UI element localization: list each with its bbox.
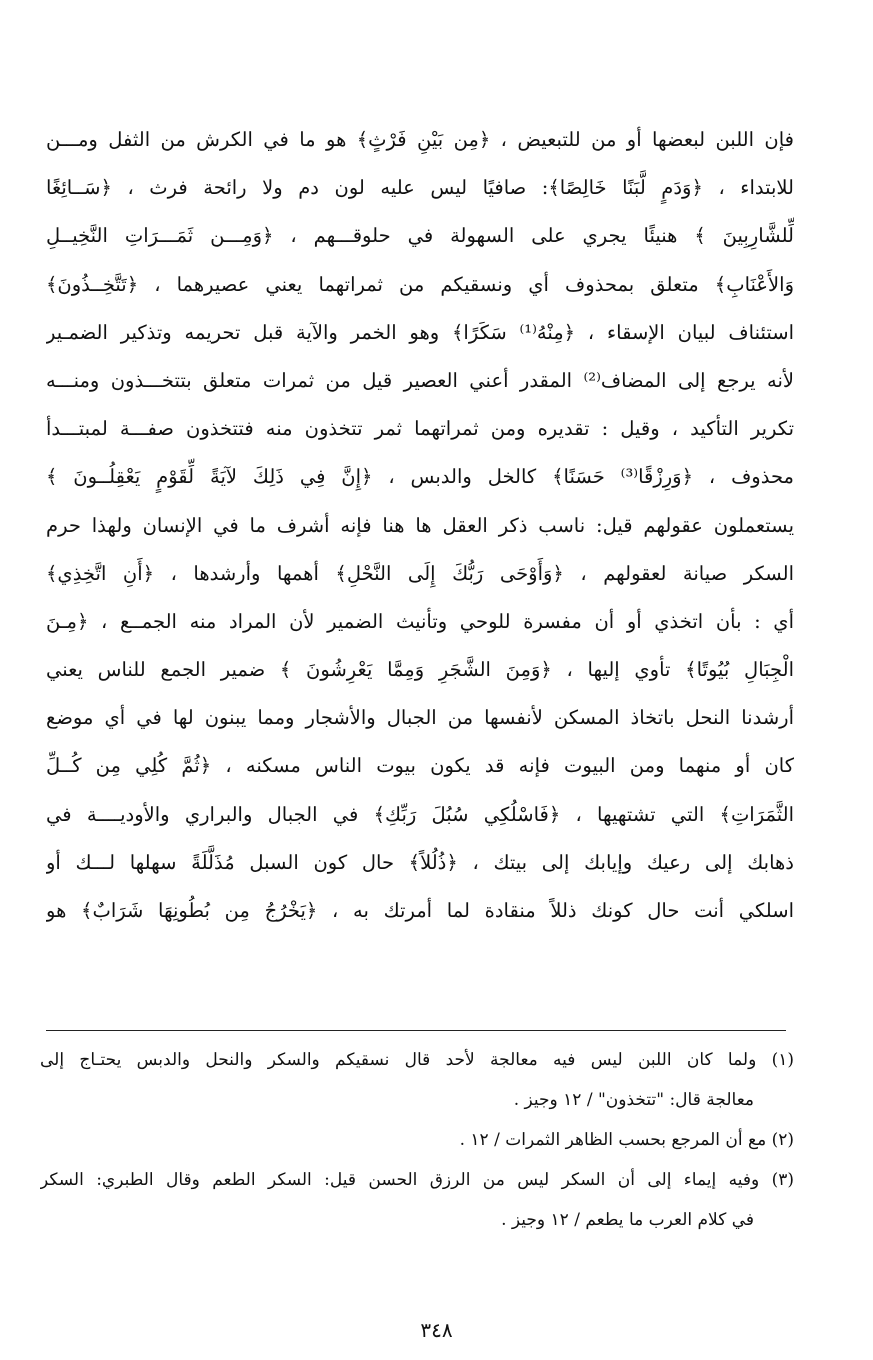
page-number: ٣٤٨ xyxy=(420,1318,453,1342)
footnote-1-continued: معالجة قال: "تتخذون" / ١٢ وجيز . xyxy=(513,1090,754,1110)
text-line: يستعملون عقولهم قيل: ناسب ذكر العقل ها هنا فإنه أشرف ما في الإنسان ولهذا حرم xyxy=(46,513,794,537)
footnote-2: (٢) مع أن المرجع بحسب الظاهر الثمرات / ١٢ . xyxy=(459,1130,794,1150)
text-line: لأنه يرجع إلى المضاف⁽²⁾ المقدر أعني العصير قيل من ثمرات متعلق بتتخـــذون ومنـــه xyxy=(46,368,794,392)
text-line: للابتداء ، ﴿وَدَمٍ لَّبَنًا خَالِصًا﴾: صافيًا ليس عليه لون دم ولا رائحة فرث ، ﴿سَــائِغًا xyxy=(46,176,794,200)
text-line: فإن اللبن لبعضها أو من للتبعيض ، ﴿مِن بَيْنِ فَرْثٍ﴾ هو ما في الكرش من الثفل ومـــن xyxy=(46,128,794,151)
footnote-3-continued: في كلام العرب ما يطعم / ١٢ وجيز . xyxy=(501,1210,754,1230)
text-line: كان أو منهما ومن البيوت فإنه قد يكون بيوت الناس مسكنه ، ﴿ثُمَّ كُلِي مِن كُــلِّ xyxy=(46,754,794,778)
footnote-divider xyxy=(46,1030,786,1031)
text-line: الثَّمَرَاتِ﴾ التي تشتهيها ، ﴿فَاسْلُكِي سُبُلَ رَبِّكِ﴾ في الجبال والبراري والأوديــــة في xyxy=(46,802,794,826)
text-line: ذهابك إلى رعيك وإيابك إلى بيتك ، ﴿ذُلُلاً﴾ حال كون السبل مُذَلَّلَةً سهلها لـــك أو xyxy=(46,850,794,874)
main-text-block xyxy=(46,116,794,935)
text-line: السكر صيانة لعقولهم ، ﴿وَأَوْحَى رَبُّكَ إِلَى النَّحْلِ﴾ أهمها وأرشدها ، ﴿أَنِ اتَّخِذِي﴾ xyxy=(46,561,794,585)
footnote-1: (١) ولما كان اللبن ليس فيه معالجة لأحد قال نسقيكم والسكر والنحل والدبس يحتـاج إلى xyxy=(40,1050,794,1070)
text-line: استئناف لبيان الإسقاء ، ﴿مِنْهُ⁽¹⁾ سَكَرًا﴾ وهو الخمر والآية قبل تحريمه وتذكير الضمـير xyxy=(46,320,794,344)
text-line: محذوف ، ﴿وَرِزْقًا⁽³⁾ حَسَنًا﴾ كالخل والدبس ، ﴿إِنَّ فِي ذَلِكَ لآيَةً لِّقَوْمٍ يَعْقِلُــونَ ﴾ xyxy=(46,465,794,489)
text-line: أي : بأن اتخذي أو أن مفسرة للوحي وتأنيث الضمير لأن المراد منه الجمــع ، ﴿مِـنَ xyxy=(46,609,794,633)
footnotes-block xyxy=(40,1040,794,1240)
text-line: اسلكي أنت حال كونك ذللاً منقادة لما أمرتك به ، ﴿يَخْرُجُ مِن بُطُونِهَا شَرَابٌ﴾ هو xyxy=(46,899,794,922)
text-line: وَالأَعْنَابِ﴾ متعلق بمحذوف أي ونسقيكم من ثمراتهما يعني عصيرهما ، ﴿تَتَّخِــذُونَ﴾ xyxy=(46,272,794,296)
text-line: أرشدنا النحل باتخاذ المسكن لأنفسها من الجبال والأشجار ومما يبنون لها في أي موضع xyxy=(46,706,794,730)
text-line: تكرير التأكيد ، وقيل : تقديره ومن ثمراتهما ثمر تتخذون منه فتتخذون صفـــة لمبتـــدأ xyxy=(46,417,794,441)
text-line: لِّلشَّارِبِينَ ﴾ هنيئًا يجري على السهولة في حلوقـــهم ، ﴿وَمِـــن ثَمَـــرَاتِ النَّخِيــلِ xyxy=(46,224,794,248)
footnote-3: (٣) وفيه إيماء إلى أن السكر ليس من الرزق الحسن قيل: السكر الطعم وقال الطبري: السكر xyxy=(40,1170,794,1190)
text-line: الْجِبَالِ بُيُوتًا﴾ تأوي إليها ، ﴿وَمِنَ الشَّجَرِ وَمِمَّا يَعْرِشُونَ ﴾ ضمير الجمع للناس يعني xyxy=(46,658,794,682)
